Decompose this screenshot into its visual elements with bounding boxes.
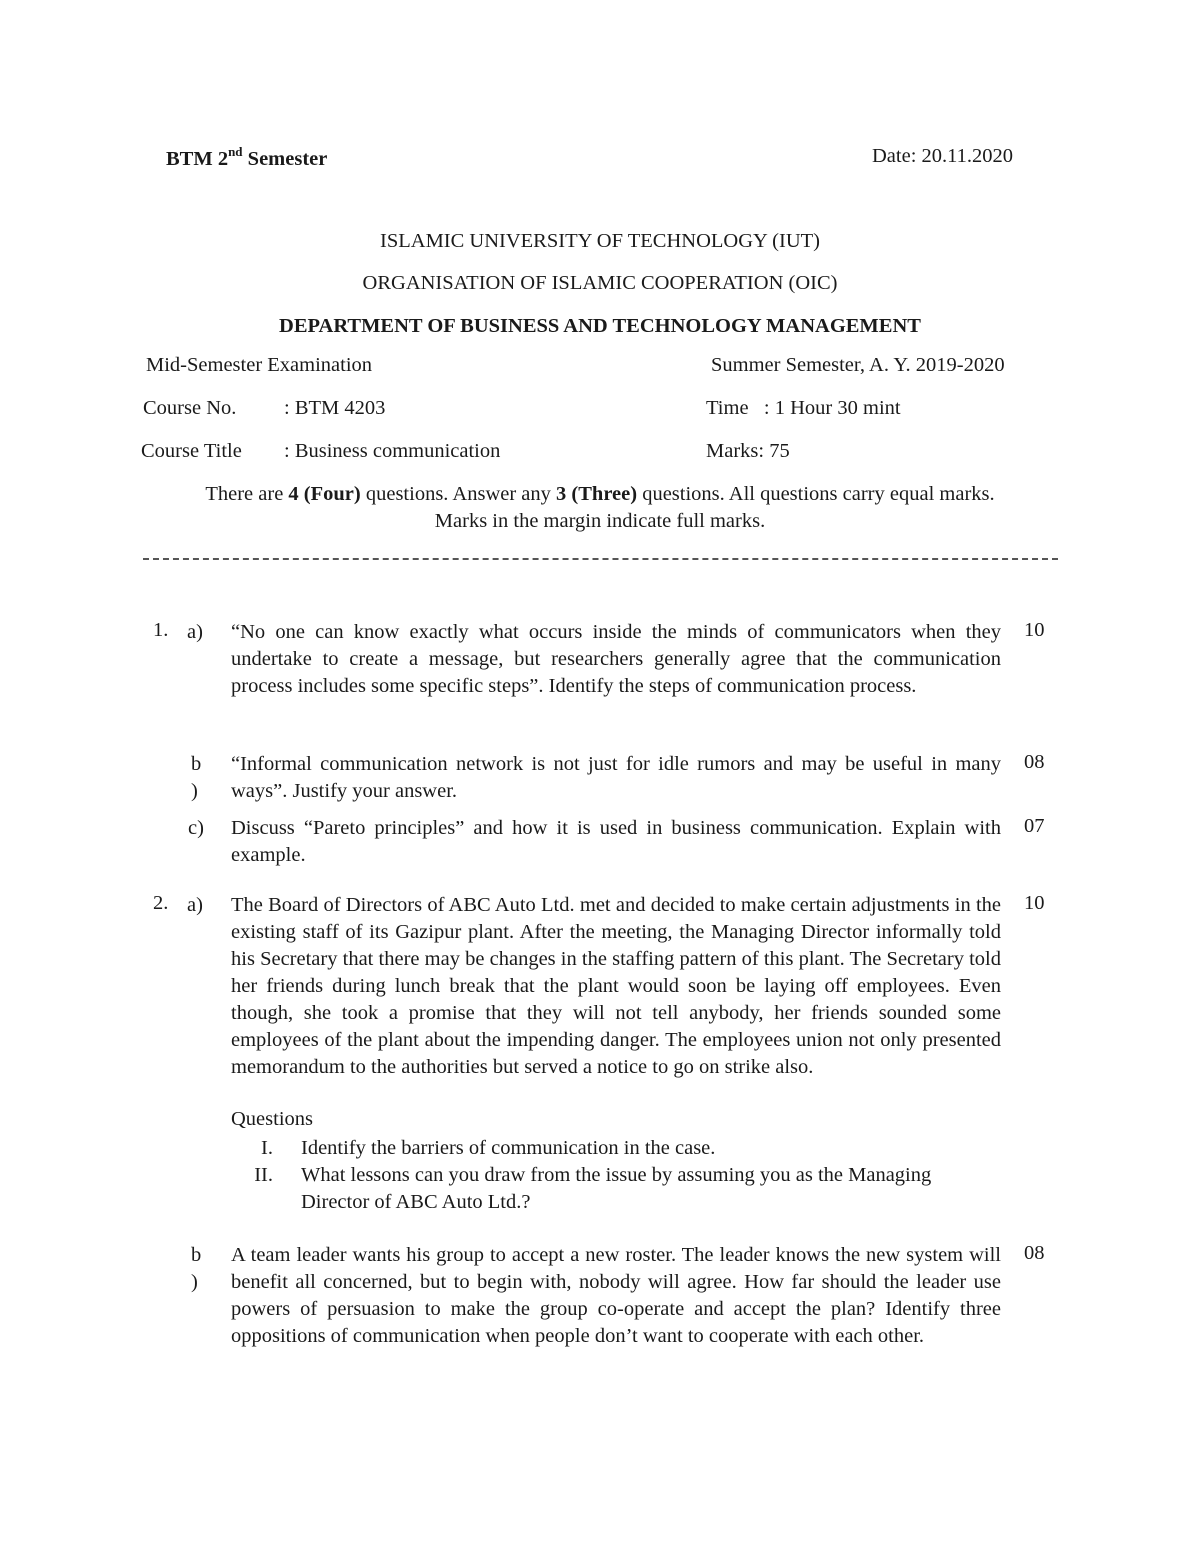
exam-marks: Marks: 75 [706,440,790,462]
sub-question-text: Identify the barriers of communication in the case. [301,1137,716,1159]
question-number: 1. [153,619,169,641]
course-title-value: : Business communication [284,440,501,462]
question-marks: 10 [1024,619,1045,641]
question-text: A team leader wants his group to accept a new roster. The leader knows the new system will benefit all concerned, but to begin with, nobody will agree. How far should the leader use powers of persuasion to make the group co-operate and accept the plan? Identify three oppositions of communication when people don’t want to cooperate with each other. [231,1244,1001,1347]
department-name: DEPARTMENT OF BUSINESS AND TECHNOLOGY MANAGEMENT [279,315,921,337]
question-marks: 08 [1024,751,1045,773]
roman-numeral: II. [254,1164,273,1186]
questions-label: Questions [231,1108,313,1130]
exam-type: Mid-Semester Examination [146,354,373,376]
course-title-label: Course Title [141,440,242,462]
part-letter: b ) [191,753,202,802]
part-letter: a) [187,894,203,916]
sub-question-text: What lessons can you draw from the issue by assuming you as the Managing Director of ABC Auto Ltd.? [301,1164,932,1213]
part-letter: b ) [191,1244,202,1293]
question-marks: 07 [1024,815,1045,837]
organisation-name: ORGANISATION OF ISLAMIC COOPERATION (OIC) [362,272,838,294]
roman-numeral: I. [261,1137,273,1159]
exam-date: Date: 20.11.2020 [872,145,1014,167]
question-marks: 10 [1024,892,1045,914]
question-marks: 08 [1024,1242,1045,1264]
question-text: Discuss “Pareto principles” and how it is used in business communication. Explain with example. [231,817,1001,866]
case-study-text: The Board of Directors of ABC Auto Ltd. met and decided to make certain adjustments in the existing staff of its Gazipur plant. After the meeting, the Managing Director informally told his Secretary that there may be changes in the staffing pattern of this plant. The Secretary told her friends during lunch break that the plant would soon be laying off employees. Even though, she took a promise that they will not tell anybody, her friends sounded some employees of the plant about the impending danger. The employees union not only presented memorandum to the authorities but served a notice to go on strike also. [231,894,1001,1078]
question-text: “No one can know exactly what occurs inside the minds of communicators when they undertake to create a message, but researchers generally agree that the communication process includes some specific steps”. Identify the steps of communication process. [231,621,1001,697]
part-letter: a) [187,621,203,643]
exam-time: Time : 1 Hour 30 mint [706,397,901,419]
question-text: “Informal communication network is not just for idle rumors and may be useful in many ways”. Justify your answer. [231,753,1001,802]
question-number: 2. [153,892,169,914]
section-divider [143,558,1058,560]
course-no-label: Course No. [143,397,237,419]
instructions-line-1: There are 4 (Four) questions. Answer any 3 (Three) questions. All questions carry equal marks. [205,483,995,505]
instructions-line-2: Marks in the margin indicate full marks. [434,510,766,532]
university-name: ISLAMIC UNIVERSITY OF TECHNOLOGY (IUT) [380,230,820,252]
exam-semester: Summer Semester, A. Y. 2019-2020 [711,354,1005,376]
course-no-value: : BTM 4203 [284,397,386,419]
part-letter: c) [188,817,204,839]
program-semester: BTM 2nd Semester [166,144,328,170]
